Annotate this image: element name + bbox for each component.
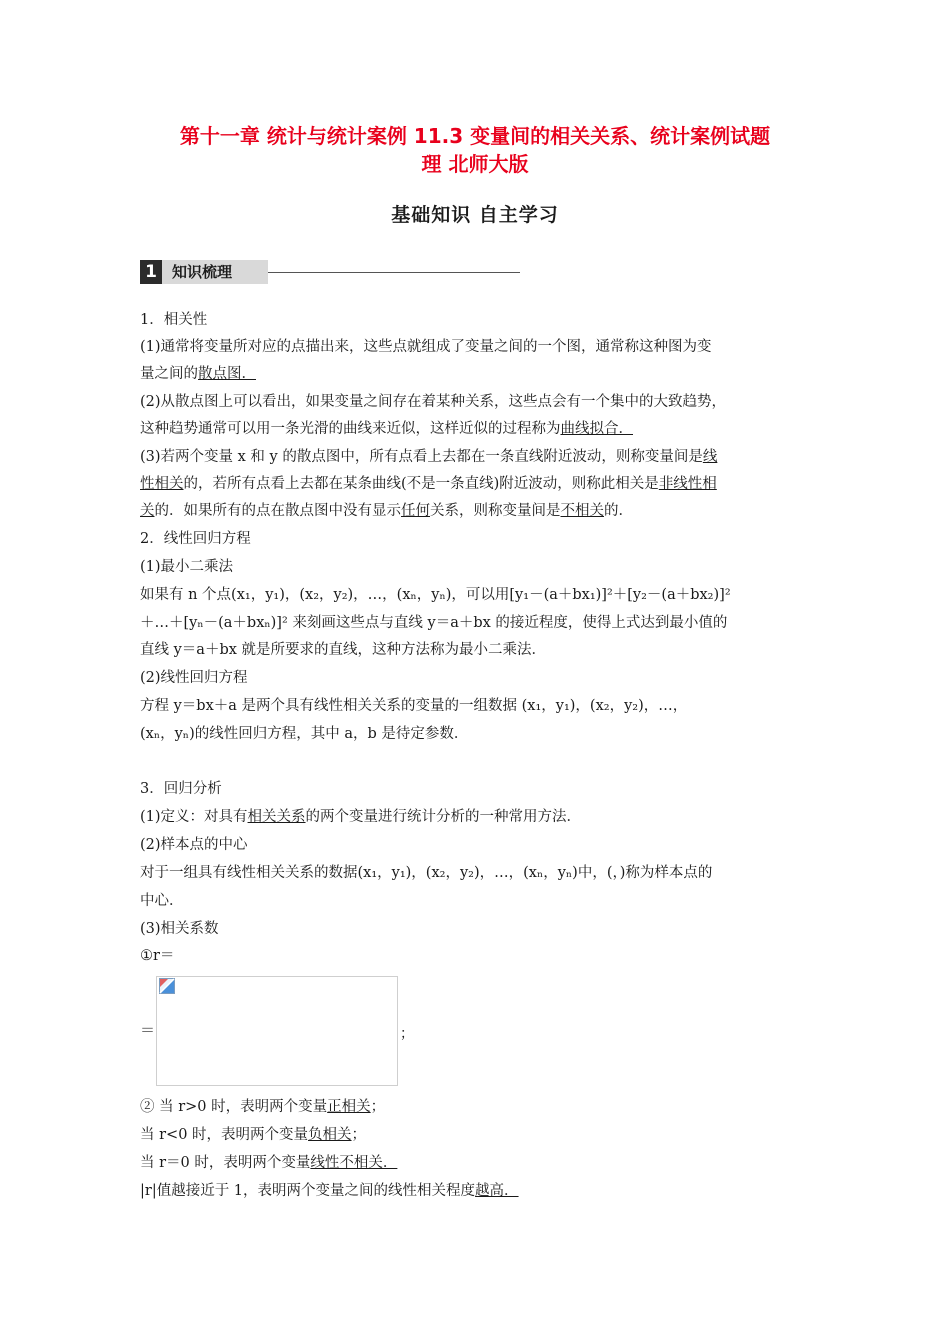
answer-blank: 线性不相关．: [310, 1155, 398, 1171]
text: (3)若两个变量 x 和 y 的散点图中，所有点看上去都在一条直线附近波动，则称变量间是: [140, 449, 703, 465]
sample-center-line-2: 中心．: [140, 893, 184, 909]
condition-negative: [140, 1125, 366, 1145]
definition-line: [140, 807, 581, 827]
least-squares-line-3: 直线 y＝a＋bx 就是所要求的直线，这种方法称为最小二乘法．: [140, 642, 547, 658]
answer-blank: 性相关: [140, 476, 184, 492]
condition-positive: [140, 1097, 385, 1117]
semicolon: ；: [400, 1026, 414, 1042]
answer-blank: 不相关: [560, 503, 604, 519]
subheading-sample-center: (2)样本点的中心: [140, 837, 248, 853]
para-3a: [140, 447, 717, 467]
answer-blank: 关: [140, 503, 155, 519]
least-squares-line-2: ＋…＋[yₙ－(a＋bxₙ)]² 来刻画这些点与直线 y＝a＋bx 的接近程度，使得上式达到最小值的: [140, 615, 728, 631]
answer-blank: 线: [702, 449, 718, 465]
formula-image-placeholder: [156, 976, 398, 1086]
r-definition: ①r＝: [140, 948, 175, 964]
subheading-regression-equation: (2)线性回归方程: [140, 670, 248, 686]
text: ；: [351, 1127, 367, 1143]
para-3b: [140, 474, 717, 494]
section-label: 知识梳理: [172, 263, 233, 281]
para-3c: [140, 501, 633, 521]
text: 的两个变量进行统计分析的一种常用方法．: [305, 809, 582, 825]
text: 的．如果所有的点在散点图中没有显示: [154, 503, 401, 519]
answer-blank: 任何: [401, 503, 430, 519]
text: |r|值越接近于 1，表明两个变量之间的线性相关程度: [140, 1183, 476, 1199]
text: (1)定义：对具有: [140, 809, 248, 825]
answer-blank: 相关关系: [247, 809, 306, 825]
text: 这种趋势通常可以用一条光滑的曲线来近似，这样近似的过程称为: [140, 421, 561, 437]
condition-zero: [140, 1153, 397, 1173]
regression-line-1: 方程 y＝bx＋a 是两个具有线性相关关系的变量的一组数据 (x₁，y₁)，(x₂，y₂)，…，: [140, 698, 688, 714]
least-squares-line-1: 如果有 n 个点(x₁，y₁)，(x₂，y₂)，…，(xₙ，yₙ)，可以用[y₁－(a＋bx₁)]²＋[y₂－(a＋bx₂)]²: [140, 587, 731, 603]
answer-blank: 负相关: [308, 1127, 352, 1143]
text: 量之间的: [140, 366, 198, 382]
regression-line-2: (xₙ，yₙ)的线性回归方程，其中 a，b 是待定参数．: [140, 726, 469, 742]
title-line-1: 第十一章 统计与统计案例 11.3 变量间的相关关系、统计案例试题: [179, 124, 771, 148]
section-divider: [268, 272, 520, 273]
para-1b: [140, 364, 256, 384]
answer-blank: 曲线拟合．: [560, 421, 633, 437]
section-number: 1: [140, 260, 162, 284]
para-2b: [140, 419, 633, 439]
text: 当 r＝0 时，表明两个变量: [140, 1155, 311, 1171]
text: 的，若所有点看上去都在某条曲线(不是一条直线)附近波动，则称此相关是: [183, 476, 659, 492]
condition-abs-r: [140, 1181, 519, 1201]
text: ② 当 r>0 时，表明两个变量: [140, 1099, 328, 1115]
heading-linear-regression: 2．线性回归方程: [140, 531, 251, 547]
equals-sign: ＝: [140, 1021, 156, 1039]
subheading-least-squares: (1)最小二乘法: [140, 559, 234, 575]
answer-blank: 越高．: [475, 1183, 519, 1199]
heading-correlation: 1．相关性: [140, 312, 208, 328]
title-line-2: 理 北师大版: [421, 152, 529, 176]
subheading-correlation-coefficient: (3)相关系数: [140, 921, 219, 937]
answer-blank: 正相关: [327, 1099, 371, 1115]
text: ；: [370, 1099, 386, 1115]
section-subtitle: 基础知识 自主学习: [391, 204, 559, 226]
heading-regression-analysis: 3．回归分析: [140, 781, 222, 797]
para-2a: (2)从散点图上可以看出，如果变量之间存在着某种关系，这些点会有一个集中的大致趋势，: [140, 394, 727, 410]
text: 关系，则称变量间是: [430, 503, 561, 519]
text: 当 r<0 时，表明两个变量: [140, 1127, 309, 1143]
answer-blank: 非线性相: [658, 476, 717, 492]
sample-center-line-1: 对于一组具有线性相关关系的数据(x₁，y₁)，(x₂，y₂)，…，(xₙ，yₙ)中，(，)称为样本点的: [140, 865, 713, 881]
document-title: [120, 122, 830, 178]
text: 的．: [604, 503, 633, 519]
answer-blank: 散点图．: [198, 366, 256, 382]
broken-image-icon: [159, 978, 175, 994]
para-1a: (1)通常将变量所对应的点描出来，这些点就组成了变量之间的一个图，通常称这种图为变: [140, 339, 712, 355]
